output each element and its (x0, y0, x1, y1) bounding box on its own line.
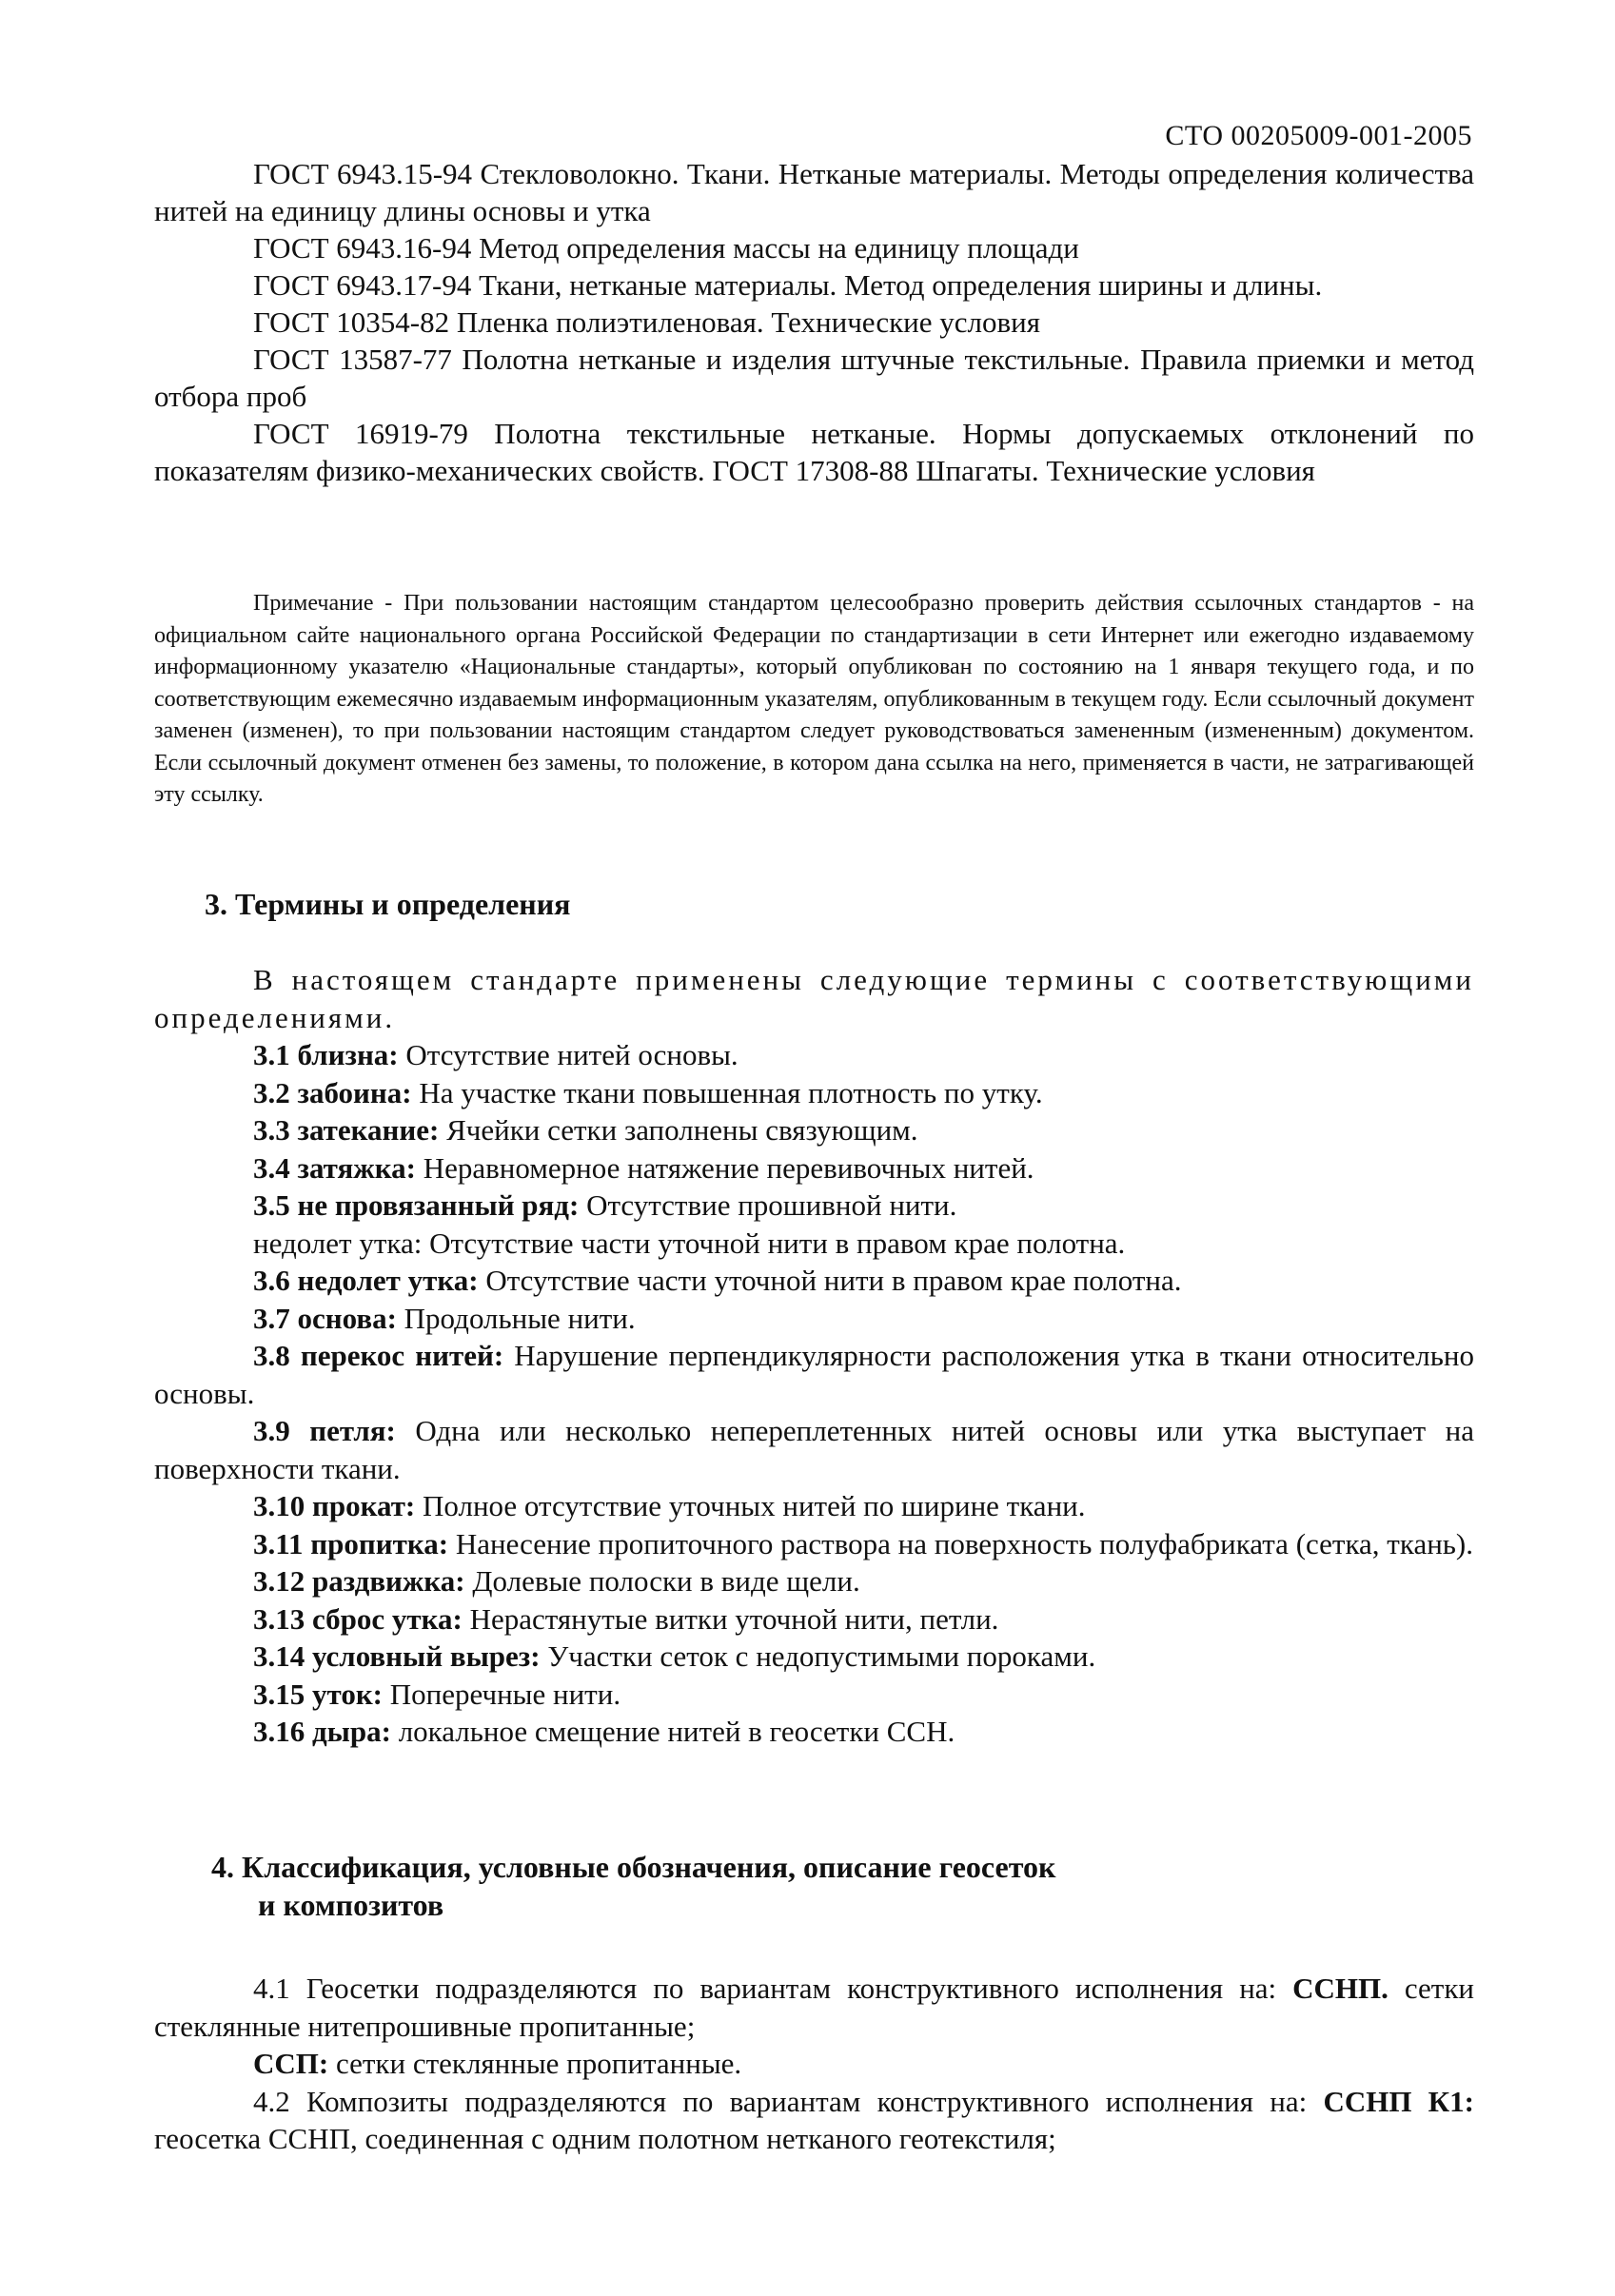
term-definition: Поперечные нити. (383, 1677, 621, 1711)
term-name: недолет утка: (297, 1264, 479, 1297)
section-3-heading-wrap (205, 885, 1470, 923)
section-heading: 3. Термины и определения (205, 887, 571, 921)
term-definition: Отсутствие нитей основы. (398, 1038, 739, 1071)
reference-item: ГОСТ 16919-79 Полотна текстильные нетканые. Нормы допускаемых отклонений по показателям физико-механических свойств. ГОСТ 17308-88 Шпагаты. Технические условия (154, 417, 1474, 487)
term-name: сброс утка: (312, 1601, 463, 1636)
reference-item: ГОСТ 6943.16-94 Метод определения массы на единицу площади (253, 231, 1079, 265)
classification-paragraph-1: 4.1 Геосетки подразделяются по вариантам конструктивного исполнения на: ССНП. сетки стеклянные нитепрошивные пропитанные; (154, 1972, 1474, 2043)
section-4-body (154, 1970, 1474, 2158)
term-definition: Долевые полоски в виде щели. (464, 1564, 860, 1598)
term-name: условный вырез: (312, 1639, 541, 1673)
term-item (154, 1300, 1474, 1338)
reference-item: ГОСТ 13587-77 Полотна нетканые и изделия штучные текстильные. Правила приемки и метод отбора проб (154, 343, 1474, 413)
term-name: забоина: (297, 1075, 412, 1109)
reference-item: ГОСТ 6943.17-94 Ткани, нетканые материалы. Метод определения ширины и длины. (253, 268, 1323, 302)
term-name: дыра: (312, 1715, 391, 1748)
section-4-heading-wrap (211, 1848, 1467, 1924)
term-name: пропитка: (310, 1526, 449, 1560)
term-definition: Нарушение перпендикулярности расположения утка в ткани относительно основы. (154, 1339, 1475, 1410)
term-name: затекание: (297, 1113, 440, 1147)
term-name: основа: (297, 1301, 397, 1335)
term-item (154, 1225, 1474, 1263)
term-item (154, 1262, 1474, 1300)
term-number: 3.13 (253, 1601, 305, 1636)
section-heading-line-1: 4. Классификация, условные обозначения, описание геосеток (211, 1850, 1056, 1884)
section-heading-line-2: и композитов (258, 1888, 444, 1922)
term-item (154, 1337, 1474, 1412)
term-item (154, 1111, 1474, 1149)
term-definition: локальное смещение нитей в геосетки ССН. (390, 1715, 955, 1748)
term-number: 3.8 (253, 1339, 290, 1372)
term-item (154, 1412, 1474, 1487)
note-block (154, 588, 1474, 812)
section-intro: В настоящем стандарте применены следующие термины с соответствующими определениями. (154, 963, 1474, 1034)
reference-item: ГОСТ 10354-82 Пленка полиэтиленовая. Технические условия (253, 305, 1040, 339)
term-name: не провязанный ряд: (297, 1188, 580, 1222)
term-number: 3.11 (253, 1526, 304, 1560)
terms-list (154, 1036, 1474, 1751)
term-definition: Участки сеток с недопустимыми пороками. (540, 1639, 1096, 1673)
term-item (154, 1525, 1474, 1563)
term-item (154, 1036, 1474, 1074)
term-number: 3.12 (253, 1564, 305, 1598)
term-item (154, 1600, 1474, 1639)
term-definition: Продольные нити. (396, 1301, 636, 1335)
term-definition: Отсутствие части уточной нити в правом крае полотна. (478, 1264, 1182, 1297)
classification-paragraph-2: ССП: сетки стеклянные пропитанные. (253, 2047, 742, 2080)
term-definition: Полное отсутствие уточных нитей по ширине ткани. (415, 1489, 1086, 1522)
term-definition: недолет утка: Отсутствие части уточной нити в правом крае полотна. (253, 1226, 1126, 1260)
term-number: 3.9 (253, 1414, 290, 1447)
term-item (154, 1713, 1474, 1751)
classification-paragraph-3: 4.2 Композиты подразделяются по вариантам конструктивного исполнения на: ССНП К1: геосетка ССНП, соединенная с одним полотном нетканого геотекстиля; (154, 2084, 1474, 2155)
term-number: 3.14 (253, 1639, 305, 1673)
term-number: 3.16 (253, 1715, 305, 1748)
term-number: 3.15 (253, 1677, 305, 1711)
term-name: затяжка: (297, 1150, 416, 1185)
note-text: Примечание - При пользовании настоящим стандартом целесообразно проверить действия ссылочных стандартов - на официальном сайте национального органа Российской Федерации по стандартизации в сети Интернет или ежегодно издаваемому информационному указателю «Национальные стандарты», который опубликован по состоянию на 1 января текущего года, и по соответствующим ежемесячно издаваемым информационным указателям, опубликованным в текущем году. Если ссылочный документ заменен (изменен), то при пользовании настоящим стандартом следует руководствоваться замененным (измененным) документом. Если ссылочный документ отменен без замены, то положение, в котором дана ссылка на него, применяется в части, не затрагивающей эту ссылку. (154, 591, 1474, 807)
term-number: 3.3 (253, 1113, 290, 1147)
term-name: петля: (309, 1414, 396, 1447)
references-list (154, 155, 1474, 489)
term-name: близна: (297, 1038, 399, 1071)
term-definition: Нерастянутые витки уточной нити, петли. (462, 1601, 999, 1636)
section-3-body (154, 961, 1474, 1751)
reference-item: ГОСТ 6943.15-94 Стекловолокно. Ткани. Нетканые материалы. Методы определения количества нитей на единицу длины основы и утка (154, 157, 1474, 227)
term-item (154, 1638, 1474, 1676)
term-item (154, 1562, 1474, 1600)
term-item (154, 1074, 1474, 1112)
term-definition: На участке ткани повышенная плотность по утку. (411, 1075, 1043, 1109)
term-definition: Отсутствие прошивной нити. (579, 1188, 957, 1222)
term-name: прокат: (312, 1489, 416, 1522)
term-number: 3.10 (253, 1489, 305, 1522)
term-number: 3.1 (253, 1038, 290, 1071)
term-definition: Одна или несколько непереплетенных нитей основы или утка выступает на поверхности ткани. (154, 1414, 1475, 1485)
term-name: раздвижка: (312, 1564, 465, 1598)
term-definition: Ячейки сетки заполнены связующим. (439, 1113, 918, 1147)
term-definition: Неравномерное натяжение перевивочных нитей. (415, 1150, 1034, 1185)
document-code: СТО 00205009-001-2005 (1165, 120, 1472, 151)
term-name: уток: (312, 1677, 384, 1711)
term-number: 3.2 (253, 1075, 290, 1109)
term-number: 3.7 (253, 1301, 290, 1335)
term-number: 3.4 (253, 1150, 290, 1185)
term-name: перекос нитей: (300, 1339, 504, 1372)
term-definition: Нанесение пропиточного раствора на поверхность полуфабриката (сетка, ткань). (448, 1526, 1474, 1560)
term-item (154, 1149, 1474, 1187)
term-number: 3.6 (253, 1264, 290, 1297)
term-item (154, 1676, 1474, 1714)
term-item (154, 1487, 1474, 1525)
term-item (154, 1187, 1474, 1225)
term-number: 3.5 (253, 1188, 290, 1222)
